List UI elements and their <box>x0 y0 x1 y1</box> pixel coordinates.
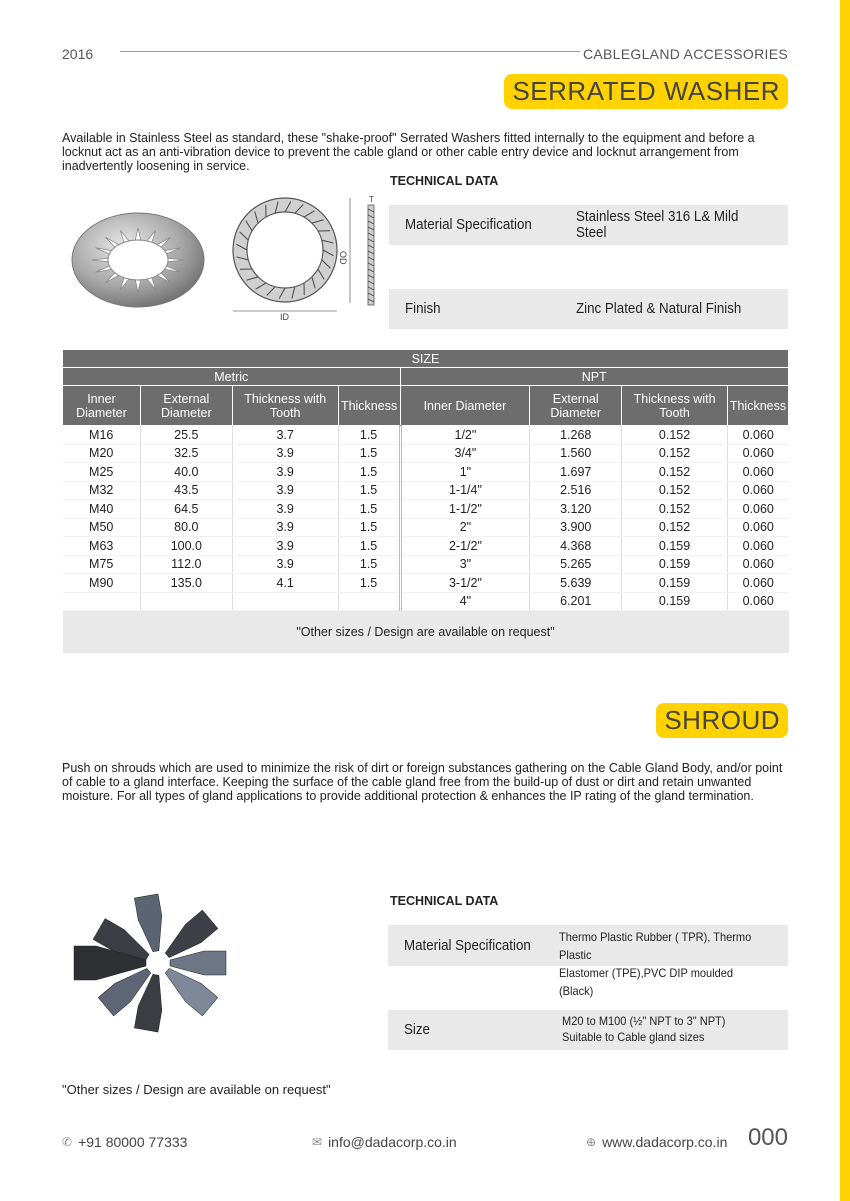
spec-value-line: Suitable to Cable gland sizes <box>562 1030 705 1044</box>
table-cell: 4.1 <box>232 574 338 593</box>
table-cell: 1.5 <box>338 426 400 445</box>
table-cell: 3.120 <box>530 500 622 519</box>
table-cell: 0.060 <box>727 426 788 445</box>
table-cell: 2" <box>400 518 530 537</box>
spec-label: Size <box>404 1022 430 1038</box>
table-cell: 40.0 <box>140 463 232 482</box>
size-table <box>62 349 789 653</box>
shroud-tech-title: TECHNICAL DATA <box>390 894 499 908</box>
table-cell: 0.060 <box>727 518 788 537</box>
footer-website[interactable] <box>586 1134 727 1150</box>
size-table-note: "Other sizes / Design are available on request" <box>63 611 789 653</box>
table-cell: 3.9 <box>232 444 338 463</box>
shroud-note: "Other sizes / Design are available on request" <box>62 1082 331 1097</box>
spec-label: Finish <box>405 301 441 317</box>
column-header: External Diameter <box>530 386 622 426</box>
table-row <box>63 537 789 556</box>
table-cell: 0.159 <box>622 574 728 593</box>
table-cell: M63 <box>63 537 141 556</box>
table-cell: 0.060 <box>727 555 788 574</box>
table-cell: M75 <box>63 555 141 574</box>
table-cell: 32.5 <box>140 444 232 463</box>
table-cell: 25.5 <box>140 426 232 445</box>
npt-header: NPT <box>400 368 788 386</box>
column-header: External Diameter <box>140 386 232 426</box>
table-cell: 135.0 <box>140 574 232 593</box>
page-number: 000 <box>747 1124 788 1151</box>
spec-value-line: Elastomer (TPE),PVC DIP moulded (Black) <box>559 966 734 998</box>
table-cell: 1.5 <box>338 481 400 500</box>
metric-header: Metric <box>63 368 401 386</box>
table-cell: M25 <box>63 463 141 482</box>
header-year: 2016 <box>62 46 94 62</box>
column-header: Thickness <box>727 386 788 426</box>
table-cell: 3.9 <box>232 500 338 519</box>
washer-spec-material <box>389 205 788 245</box>
mail-icon: ✉ <box>312 1135 323 1149</box>
column-header: Inner Diameter <box>400 386 530 426</box>
table-cell: 3.900 <box>530 518 622 537</box>
table-cell: 0.060 <box>727 500 788 519</box>
table-row <box>63 481 789 500</box>
shroud-title-badge: SHROUD <box>656 703 788 738</box>
washer-spec-finish <box>389 289 788 329</box>
table-row <box>63 592 789 611</box>
table-cell: 4.368 <box>530 537 622 556</box>
table-cell: M20 <box>63 444 141 463</box>
table-cell <box>140 592 232 611</box>
spec-value: Zinc Plated & Natural Finish <box>576 301 742 317</box>
table-cell: 3/4" <box>400 444 530 463</box>
table-cell: 1.5 <box>338 555 400 574</box>
table-cell: 3.9 <box>232 463 338 482</box>
table-cell: 2.516 <box>530 481 622 500</box>
table-cell: 1.268 <box>530 426 622 445</box>
size-header: SIZE <box>63 350 789 368</box>
table-row <box>63 555 789 574</box>
table-cell: 0.159 <box>622 592 728 611</box>
yellow-edge-strip <box>840 0 850 1201</box>
table-row <box>63 463 789 482</box>
table-cell: 1.5 <box>338 500 400 519</box>
spec-value-line: M20 to M100 (½" NPT to 3" NPT) <box>562 1014 726 1028</box>
spec-label: Material Specification <box>405 217 532 233</box>
spec-value-line: Thermo Plastic Rubber ( TPR), Thermo Plastic <box>559 930 752 962</box>
table-cell: 43.5 <box>140 481 232 500</box>
column-header: Thickness <box>338 386 400 426</box>
table-cell: 1.697 <box>530 463 622 482</box>
table-cell: 64.5 <box>140 500 232 519</box>
table-cell: M32 <box>63 481 141 500</box>
table-cell: 0.152 <box>622 463 728 482</box>
table-cell: 0.060 <box>727 444 788 463</box>
footer-phone[interactable] <box>62 1134 187 1150</box>
footer-phone-text: +91 80000 77333 <box>78 1134 188 1150</box>
table-row <box>63 500 789 519</box>
globe-icon: ⊕ <box>586 1135 597 1149</box>
table-cell: 0.060 <box>727 481 788 500</box>
table-cell: 3.9 <box>232 555 338 574</box>
table-cell: 0.152 <box>622 426 728 445</box>
table-cell: 0.060 <box>727 537 788 556</box>
table-cell: 0.159 <box>622 537 728 556</box>
table-cell: M16 <box>63 426 141 445</box>
table-cell: 5.265 <box>530 555 622 574</box>
table-cell: 1.560 <box>530 444 622 463</box>
table-cell: 0.060 <box>727 574 788 593</box>
table-cell: 6.201 <box>530 592 622 611</box>
table-cell: 1.5 <box>338 574 400 593</box>
table-cell: 0.152 <box>622 444 728 463</box>
table-cell: 0.152 <box>622 481 728 500</box>
table-cell: 5.639 <box>530 574 622 593</box>
table-row <box>63 444 789 463</box>
table-cell: 2-1/2" <box>400 537 530 556</box>
drawing-t-label: T <box>369 195 374 204</box>
table-cell: 0.159 <box>622 555 728 574</box>
column-header: Inner Diameter <box>63 386 141 426</box>
table-row <box>63 426 789 445</box>
table-cell: 1/2" <box>400 426 530 445</box>
table-cell: M90 <box>63 574 141 593</box>
table-cell: 1-1/4" <box>400 481 530 500</box>
table-cell: 1.5 <box>338 518 400 537</box>
table-cell: 3.9 <box>232 481 338 500</box>
table-cell: 3.7 <box>232 426 338 445</box>
table-cell <box>232 592 338 611</box>
column-header: Thickness with Tooth <box>622 386 728 426</box>
table-cell: 3" <box>400 555 530 574</box>
table-cell: 4" <box>400 592 530 611</box>
table-row <box>63 518 789 537</box>
table-cell: 3.9 <box>232 518 338 537</box>
table-cell: 3-1/2" <box>400 574 530 593</box>
washer-description: Available in Stainless Steel as standard, these "shake-proof" Serrated Washers fitted internally to the equipment and before a locknut act as an anti-vibration device to prevent the cable gland or other cable entry device and locknut arrangement from inadvertently loosening in service. <box>62 131 755 173</box>
washer-technical-drawing <box>230 193 380 323</box>
table-cell: 1" <box>400 463 530 482</box>
table-cell: 0.152 <box>622 500 728 519</box>
washer-title-badge: SERRATED WASHER <box>504 74 788 109</box>
phone-icon: ✆ <box>62 1135 73 1149</box>
table-cell: 0.152 <box>622 518 728 537</box>
footer-email[interactable] <box>312 1134 457 1150</box>
table-row <box>63 574 789 593</box>
table-cell: M50 <box>63 518 141 537</box>
shroud-spec-size <box>388 1010 788 1050</box>
table-cell: 0.060 <box>727 592 788 611</box>
table-cell: M40 <box>63 500 141 519</box>
table-cell: 1-1/2" <box>400 500 530 519</box>
table-cell: 1.5 <box>338 463 400 482</box>
spec-value: Stainless Steel 316 L& Mild Steel <box>576 209 739 241</box>
shroud-description: Push on shrouds which are used to minimize the risk of dirt or foreign substances gathering on the Cable Gland Body, and/or point of cable to a gland interface. Keeping the surface of the cable gland free from the build-up of dust or dirt and retain unwanted moisture. For all types of gland applications to provide additional protection & enhances the IP rating of the gland termination. <box>62 761 783 803</box>
table-cell: 3.9 <box>232 537 338 556</box>
table-cell: 112.0 <box>140 555 232 574</box>
footer-email-text: info@dadacorp.co.in <box>328 1134 457 1150</box>
spec-label: Material Specification <box>404 937 531 954</box>
table-cell: 80.0 <box>140 518 232 537</box>
shroud-spec-material <box>388 925 788 998</box>
column-header: Thickness with Tooth <box>232 386 338 426</box>
drawing-id-label: ID <box>280 312 289 322</box>
drawing-od-label: OD <box>338 251 348 265</box>
table-cell <box>338 592 400 611</box>
header-section-title: CABLEGLAND ACCESSORIES <box>583 46 788 62</box>
table-cell: 0.060 <box>727 463 788 482</box>
washer-photo <box>68 205 208 315</box>
washer-tech-title: TECHNICAL DATA <box>390 174 499 188</box>
header-rule <box>120 51 580 52</box>
footer-website-text: www.dadacorp.co.in <box>602 1134 728 1150</box>
table-cell: 1.5 <box>338 537 400 556</box>
table-cell: 100.0 <box>140 537 232 556</box>
table-cell: 1.5 <box>338 444 400 463</box>
table-cell <box>63 592 141 611</box>
shroud-photo <box>68 883 248 1043</box>
